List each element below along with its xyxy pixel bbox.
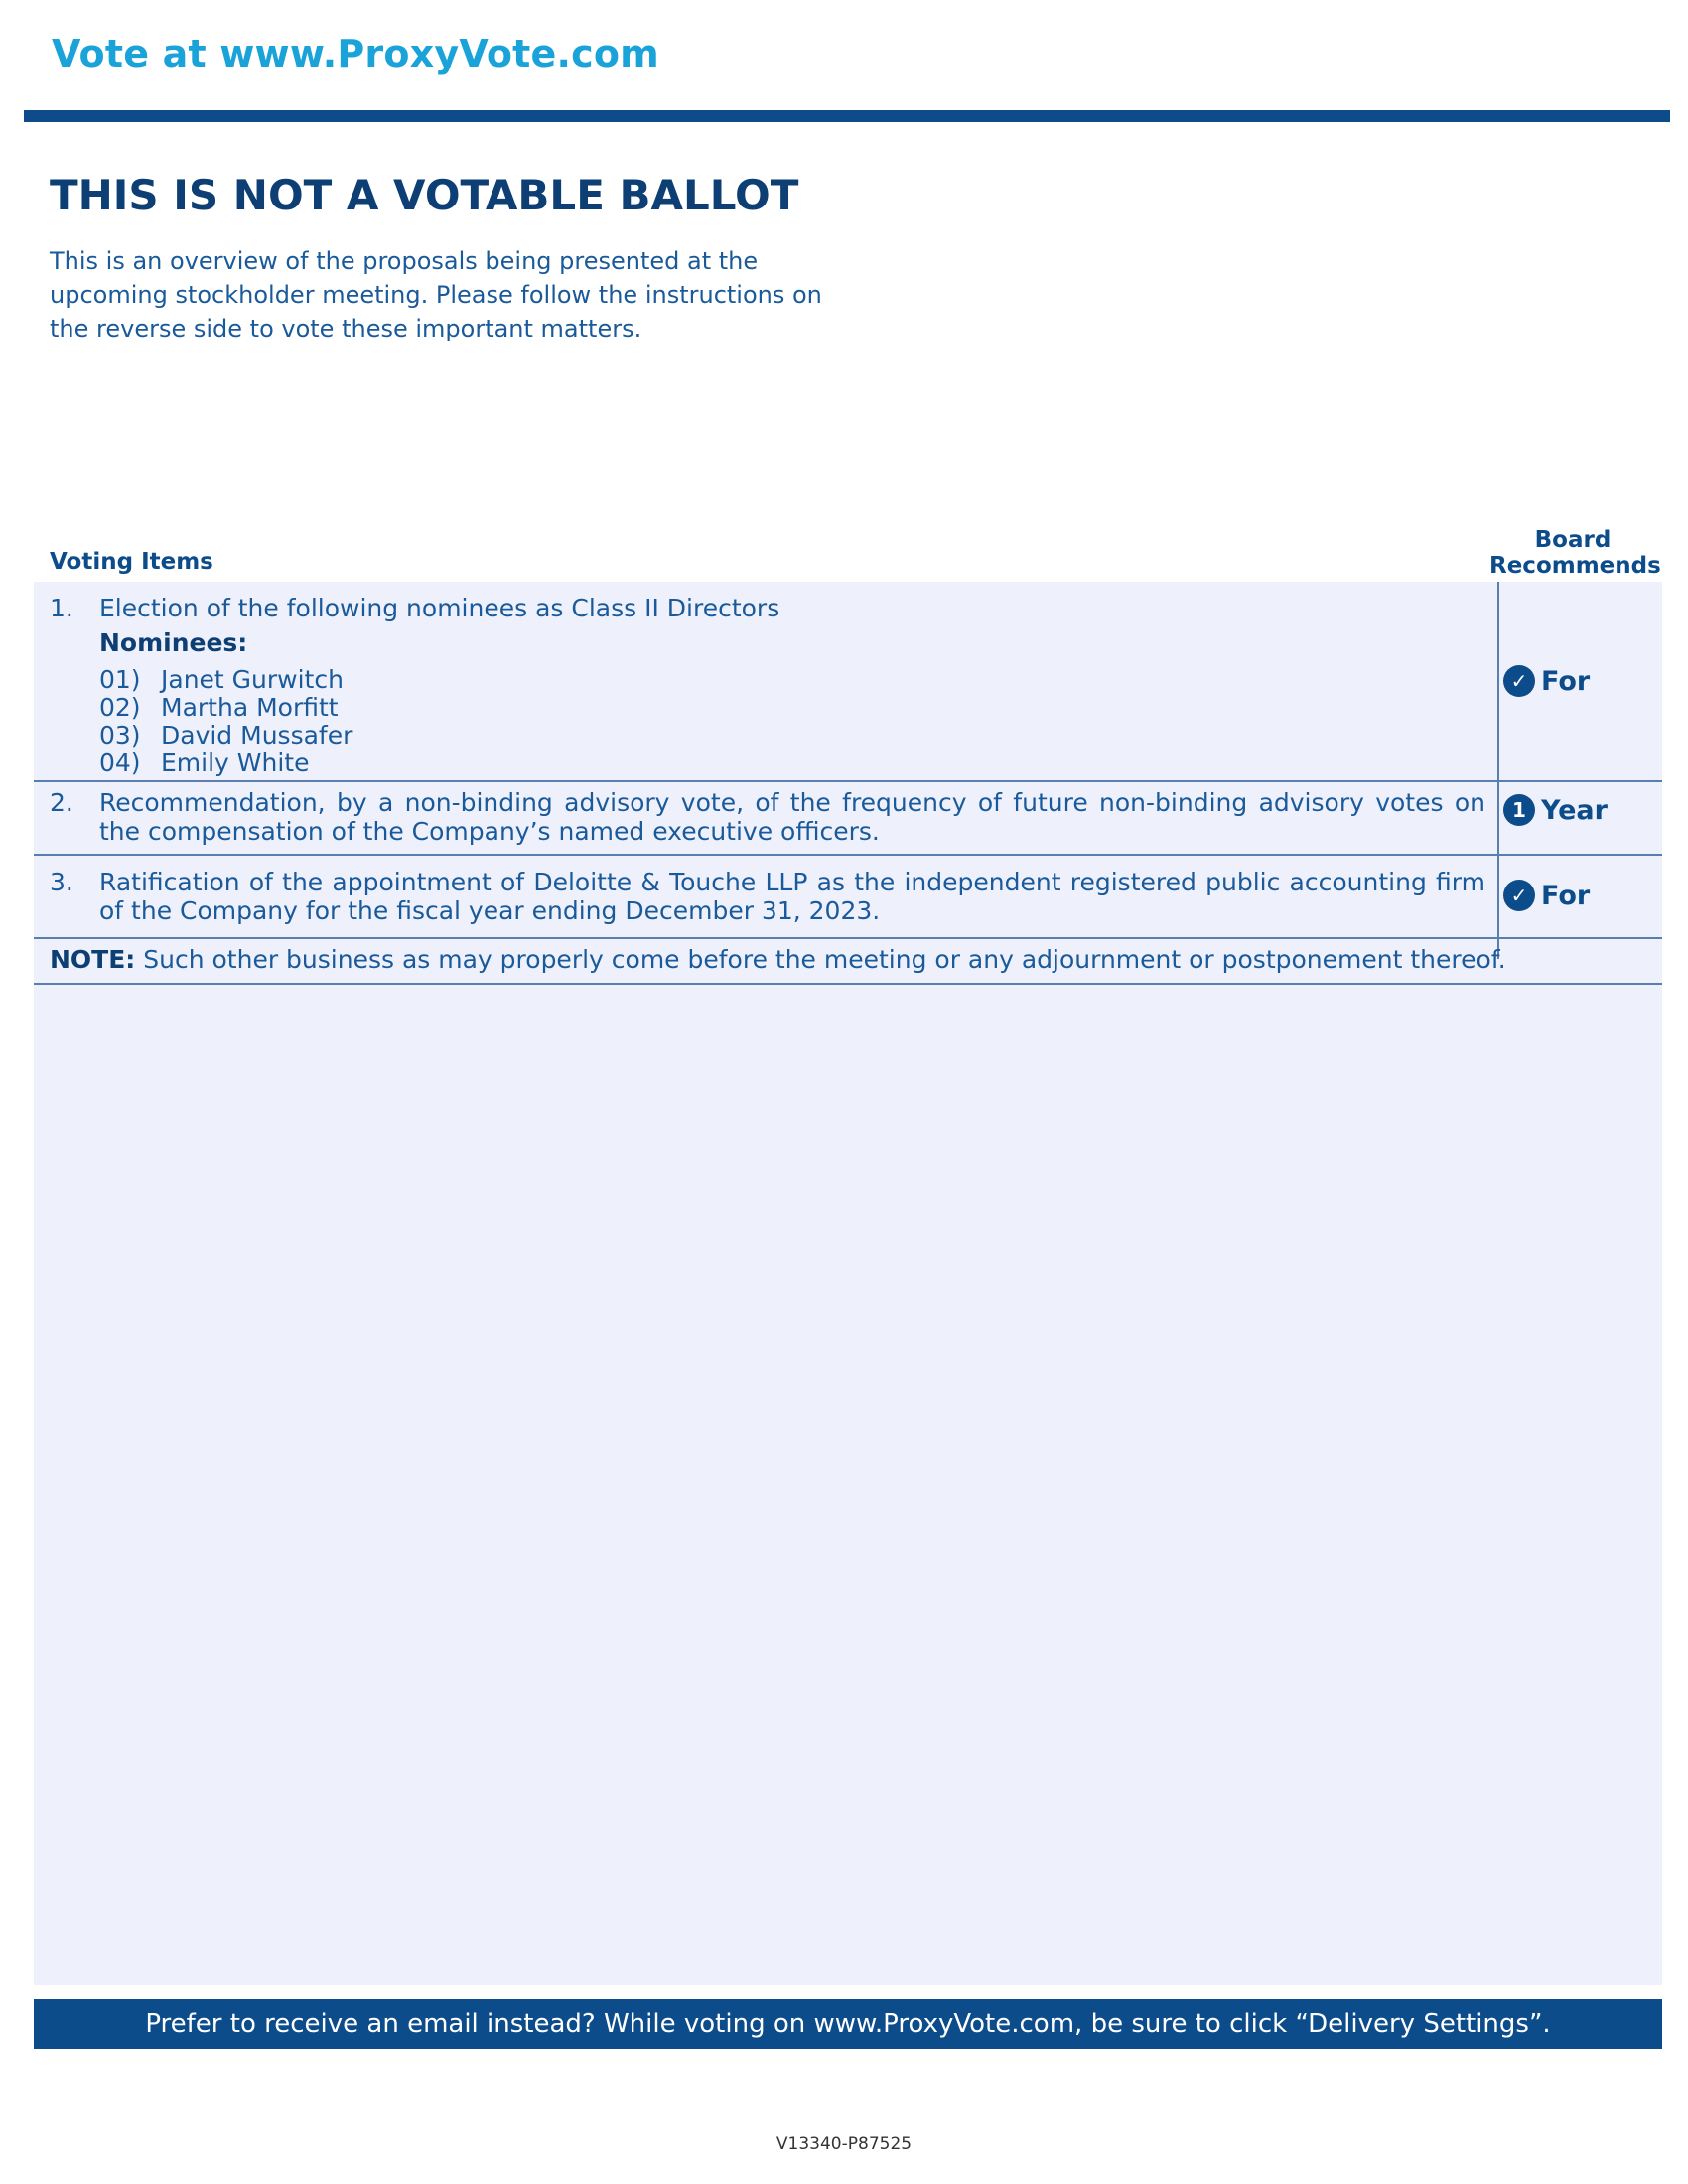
voting-items-header: Voting Items (50, 549, 213, 575)
item-text: Election of the following nominees as Class II Directors (99, 594, 780, 622)
item-number: 1. (50, 594, 73, 622)
nominee-number: 01) (99, 665, 141, 694)
nominee-item (99, 749, 309, 777)
intro-paragraph: This is an overview of the proposals being presented at the upcoming stockholder meeting. Please follow the instructions on the reverse side to vote these important matters. (50, 247, 822, 342)
header-divider (24, 110, 1670, 122)
voting-item-2 (34, 780, 1662, 856)
nominee-number: 02) (99, 693, 141, 722)
page-title: THIS IS NOT A VOTABLE BALLOT (50, 171, 799, 219)
check-circle-icon: ✓ (1503, 665, 1535, 697)
nominee-name: Martha Morfitt (161, 693, 339, 722)
recommendation-frequency (1503, 794, 1608, 826)
voting-item-3 (34, 856, 1662, 939)
nominee-name: David Mussafer (161, 721, 353, 750)
recommendation-for (1503, 880, 1590, 911)
nominee-item (99, 693, 339, 722)
nominee-item (99, 665, 344, 694)
nominee-number: 03) (99, 721, 141, 750)
voting-item-1 (34, 582, 1662, 782)
item-number: 2. (50, 788, 73, 817)
nominee-item (99, 721, 352, 750)
item-number: 3. (50, 868, 73, 896)
recommendation-label: For (1541, 880, 1591, 911)
note-body: Such other business as may properly come before the meeting or any adjournment or postponement thereof. (135, 945, 1506, 974)
recommendation-label: For (1541, 665, 1591, 697)
item-text: Ratification of the appointment of Deloitte & Touche LLP as the independent registered public accounting firm of the Company for the fiscal year ending December 31, 2023. (99, 868, 1485, 925)
recommendation-for (1503, 665, 1590, 697)
board-recommends-header: Board Recommends (1489, 527, 1661, 579)
number-one-circle-icon: 1 (1503, 794, 1535, 826)
nominee-name: Emily White (161, 749, 310, 777)
proxyvote-link[interactable]: Vote at www.ProxyVote.com (52, 32, 659, 75)
delivery-settings-banner (34, 1999, 1662, 2049)
item-text: Recommendation, by a non-binding advisory vote, of the frequency of future non-binding advisory votes on the compensation of the Company’s named executive officers. (99, 788, 1485, 846)
banner-text: Prefer to receive an email instead? While voting on www.ProxyVote.com, be sure to click “Delivery Settings”. (145, 2009, 1551, 2039)
document-code: V13340-P87525 (775, 2134, 913, 2154)
nominee-number: 04) (99, 749, 141, 777)
voting-items-panel (34, 582, 1662, 1985)
check-circle-icon: ✓ (1503, 880, 1535, 911)
note-text (50, 945, 1638, 974)
nominees-label: Nominees: (99, 628, 248, 657)
note-row (34, 939, 1662, 985)
note-label: NOTE: (50, 945, 136, 974)
nominee-name: Janet Gurwitch (161, 665, 344, 694)
recommendation-label: Year (1541, 794, 1608, 826)
